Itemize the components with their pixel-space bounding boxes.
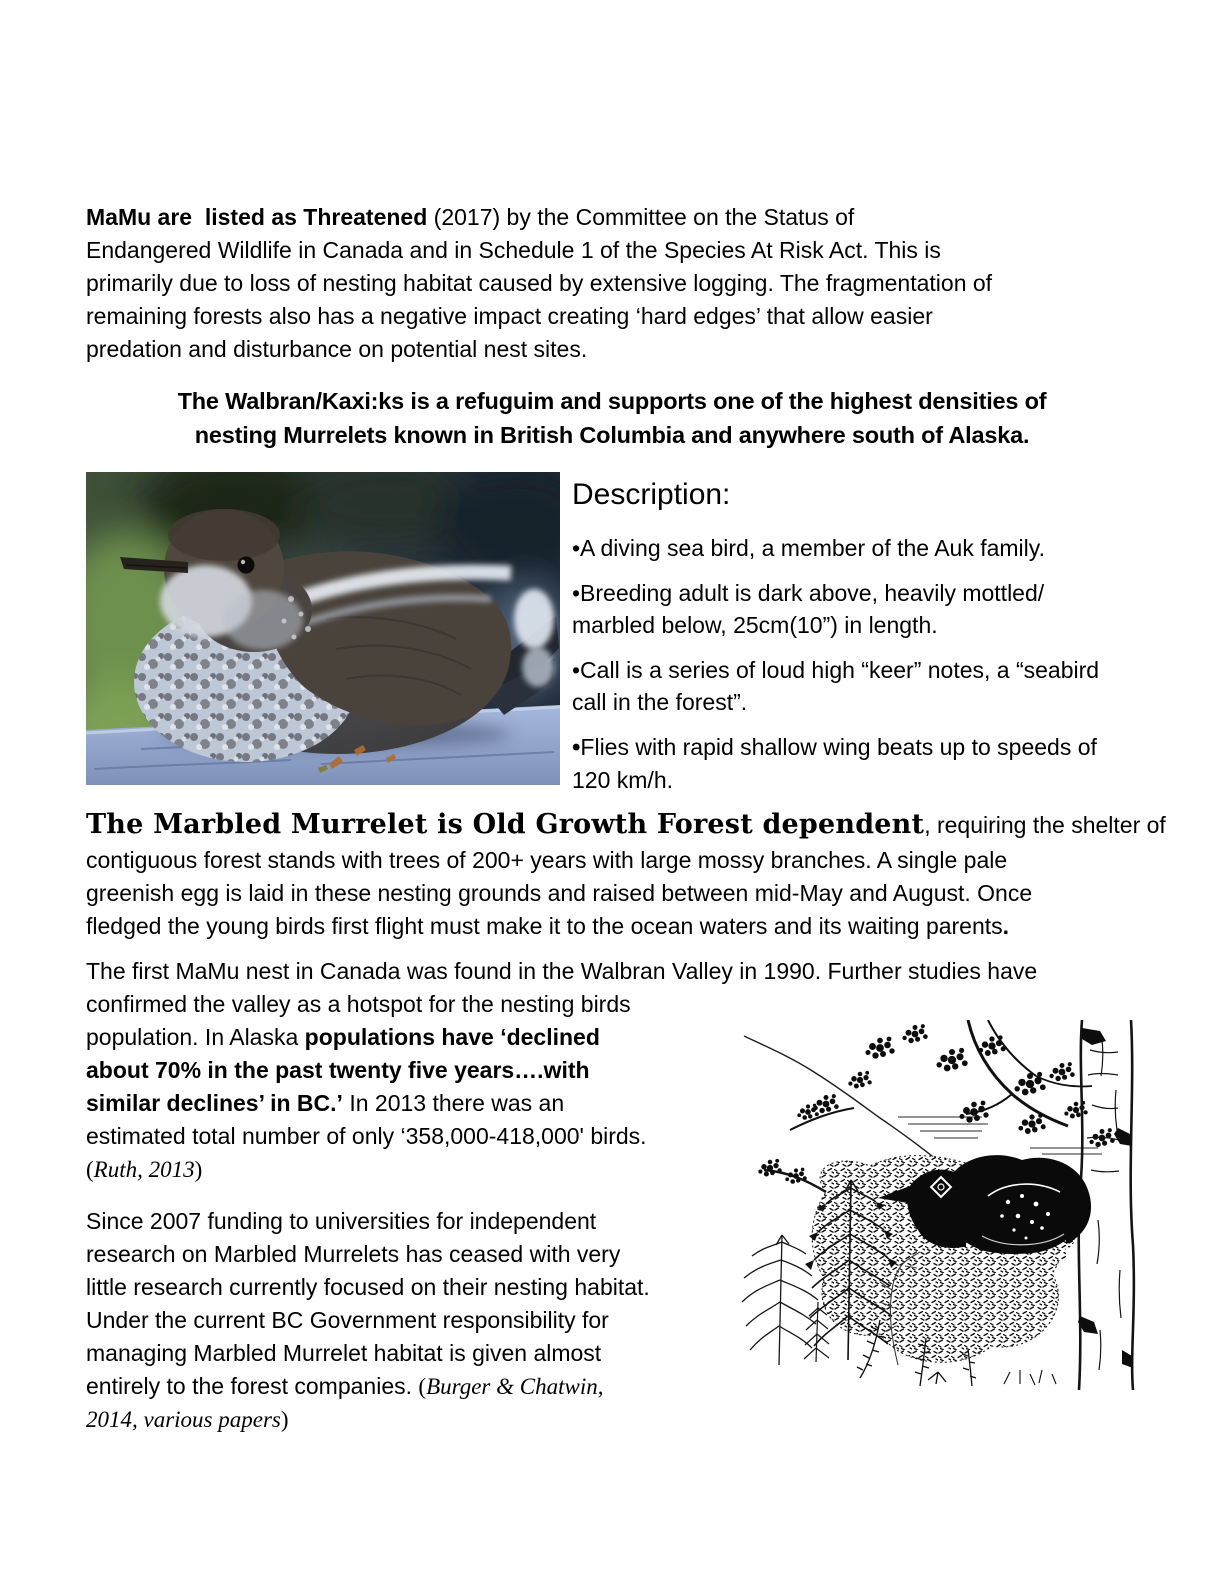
old-growth-paragraph	[86, 806, 1166, 943]
text-line: Since 2007 funding to universities for independent	[86, 1208, 597, 1234]
description-bullet	[572, 654, 1138, 718]
text-line: •A diving sea bird, a member of the Auk family.	[572, 535, 1045, 561]
nest-drawing-graphic	[730, 1020, 1147, 1390]
text-line: entirely to the forest companies. (Burger & Chatwin,	[86, 1373, 604, 1399]
text-line: population. In Alaska populations have ‘declined	[86, 1024, 600, 1050]
text-line: greenish egg is laid in these nesting grounds and raised between mid-May and August. Once	[86, 880, 1033, 906]
text-line: Under the current BC Government responsibility for	[86, 1307, 609, 1333]
funding-paragraph	[86, 1205, 746, 1436]
text-line: (Ruth, 2013)	[86, 1157, 203, 1182]
text-line: nesting Murrelets known in British Columbia and anywhere south of Alaska.	[194, 422, 1030, 448]
text-line: managing Marbled Murrelet habitat is given almost	[86, 1340, 602, 1366]
marbled-murrelet-photo	[86, 472, 560, 785]
text-line: MaMu are listed as Threatened (2017) by the Committee on the Status of	[86, 204, 855, 230]
text-line: contiguous forest stands with trees of 200+ years with large mossy branches. A single pale	[86, 847, 1008, 873]
text-line: 120 km/h.	[572, 767, 673, 793]
text-line: The Marbled Murrelet is Old Growth Forest dependent, requiring the shelter of	[86, 809, 1166, 840]
text-line: •Breeding adult is dark above, heavily mottled/	[572, 580, 1045, 606]
murrelet-photo-graphic	[86, 472, 560, 785]
text-line: fledged the young birds first flight must make it to the ocean waters and its waiting parents.	[86, 913, 1010, 939]
text-line: estimated total number of only ‘358,000-418,000' birds.	[86, 1123, 647, 1149]
text-line: •Flies with rapid shallow wing beats up to speeds of	[572, 734, 1097, 761]
description-section	[572, 478, 1138, 809]
text-line: The Walbran/Kaxi:ks is a refuguim and supports one of the highest densities of	[177, 388, 1047, 414]
description-bullet	[572, 532, 1138, 564]
description-bullet	[572, 577, 1138, 641]
text-line: marbled below, 25cm(10”) in length.	[572, 612, 938, 638]
text-line: primarily due to loss of nesting habitat caused by extensive logging. The fragmentation of	[86, 270, 993, 296]
description-heading: Description:	[572, 478, 731, 511]
text-line: •Call is a series of loud high “keer” notes, a “seabird	[572, 657, 1100, 683]
text-line: confirmed the valley as a hotspot for the nesting birds	[86, 991, 631, 1017]
text-line: predation and disturbance on potential nest sites.	[86, 336, 588, 362]
text-line: 2014, various papers)	[86, 1407, 289, 1432]
murrelet-nest-illustration	[730, 1020, 1147, 1390]
walbran-callout	[86, 384, 1138, 452]
text-line: about 70% in the past twenty five years….with	[86, 1057, 590, 1083]
text-line: research on Marbled Murrelets has ceased with very	[86, 1241, 621, 1267]
intro-paragraph	[86, 201, 1146, 366]
text-line: little research currently focused on their nesting habitat.	[86, 1274, 650, 1300]
text-line: remaining forests also has a negative impact creating ‘hard edges’ that allow easier	[86, 303, 933, 329]
text-line: Endangered Wildlife in Canada and in Schedule 1 of the Species At Risk Act. This is	[86, 237, 941, 263]
text-line: call in the forest”.	[572, 689, 748, 715]
description-bullet	[572, 731, 1138, 796]
text-line: similar declines’ in BC.’ In 2013 there was an	[86, 1090, 565, 1116]
text-line: The first MaMu nest in Canada was found in the Walbran Valley in 1990. Further studies have	[86, 958, 1038, 984]
